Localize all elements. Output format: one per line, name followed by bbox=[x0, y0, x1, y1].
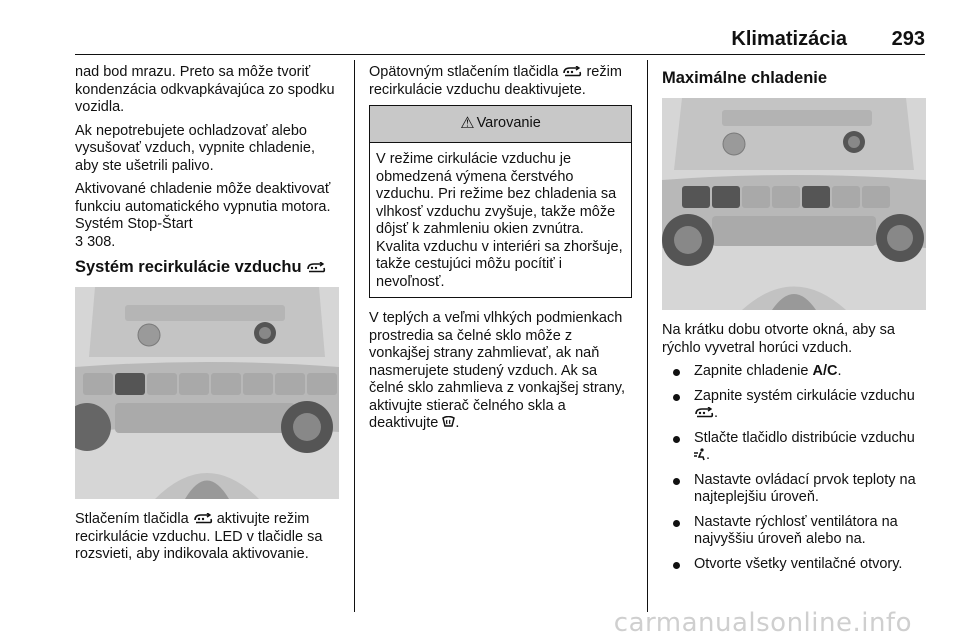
list-item: Nastavte ovládací prvok teploty na najteplejšiu úroveň. bbox=[662, 472, 925, 507]
column-2 bbox=[369, 64, 632, 439]
paragraph: V teplých a veľmi vlhkých podmienkach prostredia sa čelné sklo môže z vonkajšej strany zahmlievať, ak naň nasmerujete studený vzduch. Ak sa čelné sklo zahmlieva z vonkajšej strany, aktivujte stierač čelného skla a deaktivujte . bbox=[369, 310, 626, 431]
paragraph: Ak nepotrebujete ochladzovať alebo vysušovať vzduch, vypnite chladenie, aby ste ušetrili palivo. bbox=[75, 122, 315, 174]
warning-title: Varovanie bbox=[476, 115, 541, 132]
bullet-icon bbox=[673, 520, 680, 527]
paragraph bbox=[75, 181, 341, 251]
list-item: Otvorte všetky ventilačné otvory. bbox=[662, 556, 925, 574]
list-item: Nastavte rýchlosť ventilátora na najvyššiu úroveň alebo na. bbox=[662, 514, 925, 549]
bullet-list bbox=[662, 363, 925, 573]
paragraph-text: Aktivované chladenie môže deaktivovať funkciu automatického vypnutia motora. Systém Stop-Štart bbox=[75, 181, 331, 232]
recirculation-icon bbox=[562, 66, 582, 77]
paragraph: nad bod mrazu. Preto sa môže tvoriť kondenzácia odkvapkávajúca zo spodku vozidla. bbox=[75, 64, 335, 115]
column-3 bbox=[662, 64, 925, 580]
recirculation-icon bbox=[306, 262, 326, 273]
column-divider-1 bbox=[354, 60, 355, 612]
warning-triangle-icon: ⚠ bbox=[460, 115, 475, 133]
air-distribution-icon bbox=[694, 448, 706, 461]
recirculation-icon bbox=[193, 513, 213, 524]
warning-box bbox=[369, 105, 632, 298]
climate-panel-illustration-2 bbox=[662, 98, 926, 310]
page-header bbox=[75, 28, 925, 54]
bullet-icon bbox=[673, 394, 680, 401]
page-number: 293 bbox=[891, 28, 925, 50]
bullet-icon bbox=[673, 478, 680, 485]
list-item: Stlačte tlačidlo distribúcie vzduchu . bbox=[662, 430, 925, 465]
list-item: Zapnite systém cirkulácie vzduchu . bbox=[662, 388, 925, 423]
ac-label: A/C bbox=[812, 363, 838, 379]
recirculation-icon bbox=[694, 407, 714, 418]
paragraph: Opätovným stlačením tlačidla režim recirkulácie vzduchu deaktivujete. bbox=[369, 64, 622, 98]
warning-text: V režime cirkulácie vzduchu je obmedzená výmena čerstvého vzduchu. Pri režime bez chladenia sa vlhkosť vzduchu zvyšuje, takže môže dôjsť k zahmleniu okien zvnútra. Kvalita vzduchu v interiéri sa zhoršuje, takže cestujúci môžu pocítiť i nevoľnosť. bbox=[376, 151, 623, 290]
column-1 bbox=[75, 64, 341, 570]
bullet-icon bbox=[673, 369, 680, 376]
column-divider-2 bbox=[647, 60, 648, 612]
windshield-defrost-icon bbox=[442, 416, 455, 429]
page-reference[interactable]: 3 308. bbox=[75, 233, 116, 250]
bullet-icon bbox=[673, 436, 680, 443]
watermark: carmanualsonline.info bbox=[613, 608, 912, 638]
paragraph: Stlačením tlačidla aktivujte režim recirkulácie vzduchu. LED v tlačidle sa rozsvieti, aby indikovala aktivovanie. bbox=[75, 511, 323, 562]
warning-header bbox=[370, 106, 631, 143]
page-title: Klimatizácia bbox=[731, 28, 847, 50]
bullet-icon bbox=[673, 562, 680, 569]
climate-panel-illustration bbox=[75, 287, 339, 499]
header-rule bbox=[75, 54, 925, 55]
list-item: Zapnite chladenie A/C. bbox=[662, 363, 925, 381]
section-heading-max-cooling: Maximálne chladenie bbox=[662, 69, 828, 87]
paragraph: Na krátku dobu otvorte okná, aby sa rýchlo vyvetral horúci vzduch. bbox=[662, 322, 895, 356]
section-heading-recirculation: Systém recirkulácie vzduchu bbox=[75, 257, 341, 277]
